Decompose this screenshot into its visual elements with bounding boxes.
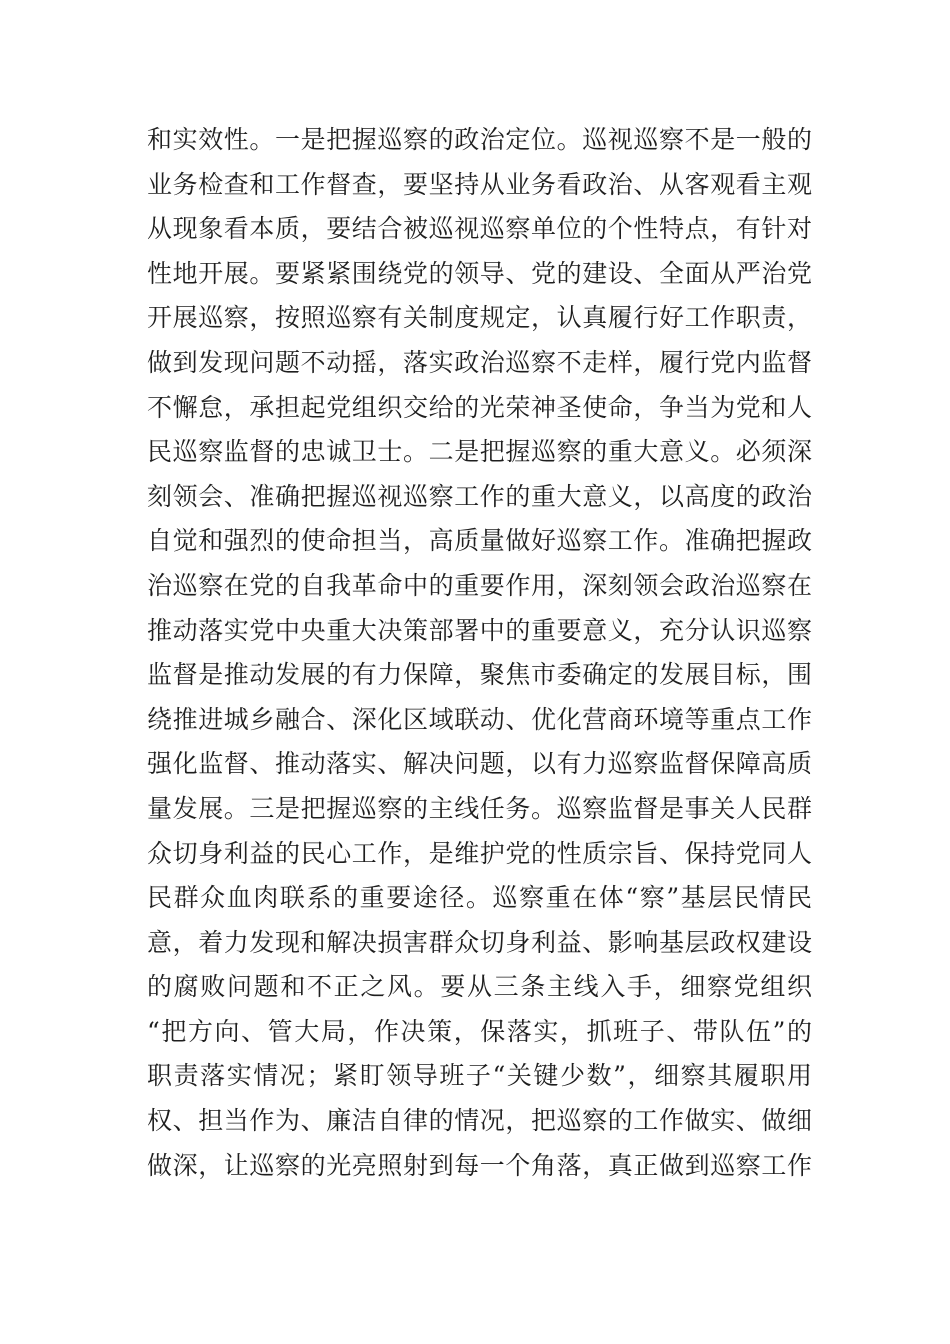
text-line: 的腐败问题和不正之风。要从三条主线入手，细察党组织 [147, 972, 812, 1002]
text-line: 监督是推动发展的有力保障，聚焦市委确定的发展目标，围 [147, 660, 812, 690]
text-line: 刻领会、准确把握巡视巡察工作的重大意义，以高度的政治 [147, 481, 812, 511]
text-line: 从现象看本质，要结合被巡视巡察单位的个性特点，有针对 [147, 214, 812, 244]
text-line: “把方向、管大局，作决策，保落实，抓班子、带队伍”的 [147, 1016, 812, 1046]
text-line: 做深，让巡察的光亮照射到每一个角落，真正做到巡察工作 [147, 1150, 812, 1180]
text-line: 开展巡察，按照巡察有关制度规定，认真履行好工作职责， [147, 303, 812, 333]
text-line: 不懈怠，承担起党组织交给的光荣神圣使命，争当为党和人 [147, 392, 812, 422]
text-line: 众切身利益的民心工作，是维护党的性质宗旨、保持党同人 [147, 838, 812, 868]
text-line: 民巡察监督的忠诚卫士。二是把握巡察的重大意义。必须深 [147, 437, 812, 467]
text-line: 自觉和强烈的使命担当，高质量做好巡察工作。准确把握政 [147, 526, 812, 556]
text-line: 意，着力发现和解决损害群众切身利益、影响基层政权建设 [147, 927, 812, 957]
body-text [147, 118, 812, 1188]
text-line: 和实效性。一是把握巡察的政治定位。巡视巡察不是一般的 [147, 125, 812, 154]
text-line: 治巡察在党的自我革命中的重要作用，深刻领会政治巡察在 [147, 570, 812, 600]
text-line: 权、担当作为、廉洁自律的情况，把巡察的工作做实、做细 [147, 1106, 812, 1136]
text-line: 民群众血肉联系的重要途径。巡察重在体“察”基层民情民 [147, 883, 812, 913]
text-line: 强化监督、推动落实、解决问题，以有力巡察监督保障高质 [147, 749, 812, 779]
text-line: 绕推进城乡融合、深化区域联动、优化营商环境等重点工作 [147, 704, 812, 734]
text-line: 推动落实党中央重大决策部署中的重要意义，充分认识巡察 [147, 615, 812, 645]
text-line: 业务检查和工作督查，要坚持从业务看政治、从客观看主观 [147, 169, 812, 199]
text-line: 性地开展。要紧紧围绕党的领导、党的建设、全面从严治党 [147, 258, 812, 288]
text-line: 量发展。三是把握巡察的主线任务。巡察监督是事关人民群 [147, 793, 812, 823]
text-line: 职责落实情况；紧盯领导班子“关键少数”，细察其履职用 [147, 1061, 812, 1091]
text-line: 做到发现问题不动摇，落实政治巡察不走样，履行党内监督 [147, 347, 812, 377]
